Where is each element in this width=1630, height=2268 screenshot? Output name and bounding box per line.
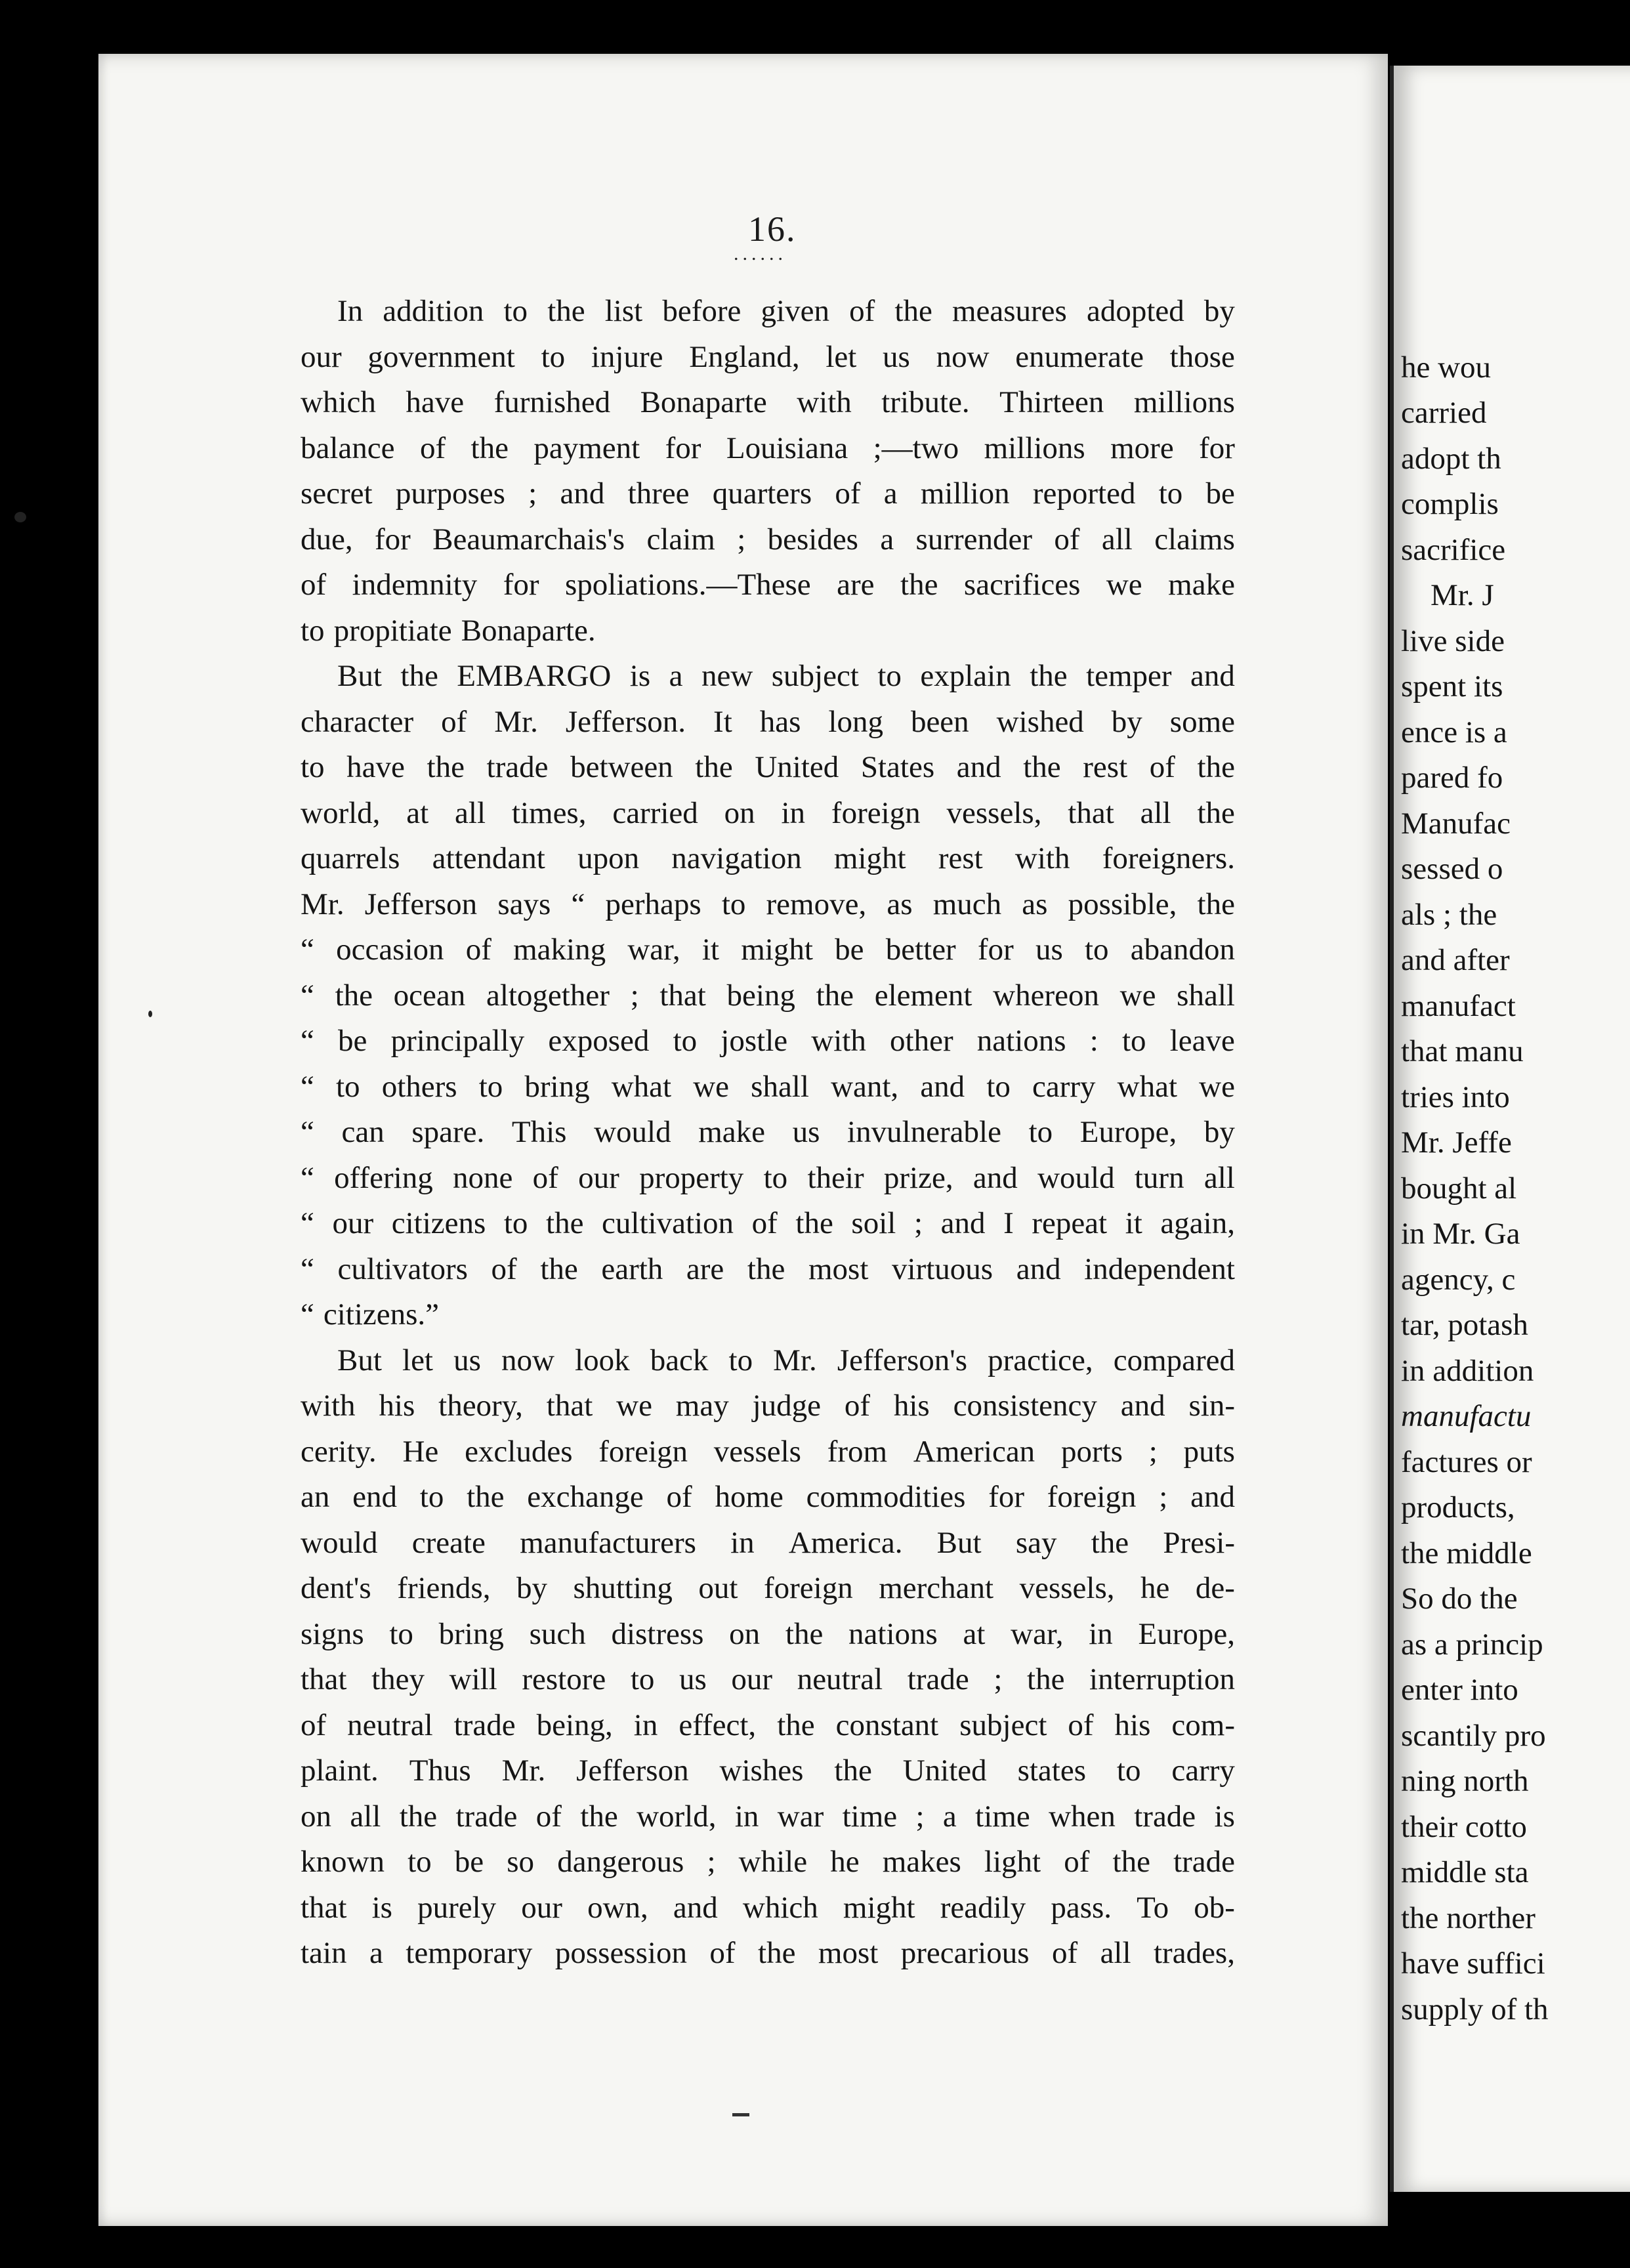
text-line: to have the trade between the United States and the rest of the — [301, 750, 1235, 784]
right-text-line: sacrifice — [1401, 533, 1506, 567]
right-text-line: carried — [1401, 396, 1487, 430]
right-text-line: manufact — [1401, 989, 1516, 1023]
right-text-line: tar, potash — [1401, 1308, 1528, 1342]
right-text-line: the norther — [1401, 1901, 1536, 1935]
right-text-line: sessed o — [1401, 852, 1503, 886]
right-text-line: scantily pro — [1401, 1719, 1546, 1753]
text-line: “ to others to bring what we shall want, and to carry what we — [301, 1069, 1235, 1104]
right-text-line: live side — [1401, 624, 1505, 658]
text-line: dent's friends, by shutting out foreign merchant vessels, he de- — [301, 1571, 1235, 1605]
right-text-line: bought al — [1401, 1171, 1517, 1206]
text-line: But the EMBARGO is a new subject to explain the temper and — [337, 659, 1235, 693]
text-line: balance of the payment for Louisiana ;—two millions more for — [301, 430, 1235, 465]
right-text-line: agency, c — [1401, 1263, 1516, 1297]
text-line: Mr. Jefferson says “ perhaps to remove, as much as possible, the — [301, 887, 1235, 921]
text-line: which have furnished Bonaparte with tribute. Thirteen millions — [301, 385, 1235, 419]
left-page-text — [301, 289, 1235, 1977]
bottom-mark — [732, 2113, 749, 2116]
right-text-line: their cotto — [1401, 1810, 1527, 1844]
text-line: “ the ocean altogether ; that being the element whereon we shall — [301, 978, 1235, 1013]
right-text-line: ence is a — [1401, 715, 1507, 749]
right-text-line: products, — [1401, 1490, 1515, 1524]
text-line: signs to bring such distress on the nations at war, in Europe, — [301, 1616, 1235, 1651]
text-line: that they will restore to us our neutral trade ; the interruption — [301, 1662, 1235, 1696]
right-text-line: and after — [1401, 943, 1510, 977]
text-line: tain a temporary possession of the most precarious of all trades, — [301, 1936, 1235, 1970]
scan-speck — [148, 1011, 152, 1017]
right-text-line: in addition — [1401, 1354, 1534, 1388]
text-line: quarrels attendant upon navigation might rest with foreigners. — [301, 841, 1235, 875]
text-line: character of Mr. Jefferson. It has long been wished by some — [301, 704, 1235, 739]
text-line: our government to injure England, let us now enumerate those — [301, 339, 1235, 374]
page-number-ornament: ...... — [734, 243, 787, 264]
text-line: of indemnity for spoliations.—These are the sacrifices we make — [301, 568, 1235, 602]
scan-speck — [14, 512, 26, 522]
right-text-line: in Mr. Ga — [1401, 1217, 1520, 1251]
text-line: with his theory, that we may judge of his consistency and sin- — [301, 1389, 1235, 1423]
right-text-line: factures or — [1401, 1445, 1532, 1479]
right-text-line: complis — [1401, 487, 1499, 521]
text-line: “ cultivators of the earth are the most virtuous and independent — [301, 1251, 1235, 1286]
text-line: “ our citizens to the cultivation of the soil ; and I repeat it again, — [301, 1206, 1235, 1240]
text-line: that is purely our own, and which might readily pass. To ob- — [301, 1890, 1235, 1925]
right-text-line: pared fo — [1401, 761, 1503, 795]
right-text-line: he wou — [1401, 350, 1492, 385]
right-text-line: Mr. J — [1431, 578, 1494, 612]
right-text-line: the middle — [1401, 1536, 1532, 1570]
text-line: cerity. He excludes foreign vessels from American ports ; puts — [301, 1434, 1235, 1469]
text-line: “ can spare. This would make us invulnerable to Europe, by — [301, 1115, 1235, 1149]
text-line: of neutral trade being, in effect, the constant subject of his com- — [301, 1708, 1235, 1742]
right-text-line: als ; the — [1401, 898, 1497, 932]
text-line: secret purposes ; and three quarters of a million reported to be — [301, 476, 1235, 511]
text-line: due, for Beaumarchais's claim ; besides a surrender of all claims — [301, 522, 1235, 556]
right-text-line: that manu — [1401, 1034, 1524, 1068]
right-text-line: Manufac — [1401, 807, 1511, 841]
text-line: on all the trade of the world, in war time ; a time when trade is — [301, 1799, 1235, 1834]
page-number: 16. — [748, 209, 797, 249]
right-text-line: adopt th — [1401, 442, 1501, 476]
right-text-line: Mr. Jeffe — [1401, 1125, 1512, 1160]
text-line: “ offering none of our property to their prize, and would turn all — [301, 1160, 1235, 1195]
text-line: In addition to the list before given of the measures adopted by — [337, 294, 1235, 328]
right-text-line: tries into — [1401, 1080, 1510, 1114]
right-text-line: have suffici — [1401, 1946, 1545, 1981]
right-text-line: ning north — [1401, 1764, 1529, 1798]
text-line: “ be principally exposed to jostle with other nations : to leave — [301, 1024, 1235, 1058]
right-text-line: enter into — [1401, 1673, 1518, 1707]
text-line: would create manufacturers in America. But say the Presi- — [301, 1525, 1235, 1560]
text-line: world, at all times, carried on in foreign vessels, that all the — [301, 795, 1235, 830]
text-line: But let us now look back to Mr. Jefferson's practice, compared — [337, 1343, 1235, 1377]
right-text-line: So do the — [1401, 1582, 1518, 1616]
right-text-line: as a princip — [1401, 1628, 1543, 1662]
text-line: known to be so dangerous ; while he makes light of the trade — [301, 1845, 1235, 1879]
text-line: to propitiate Bonaparte. — [301, 613, 596, 648]
right-text-line: manufactu — [1401, 1399, 1532, 1433]
right-text-line: spent its — [1401, 669, 1503, 704]
text-line: “ citizens.” — [301, 1297, 440, 1332]
text-line: an end to the exchange of home commodities for foreign ; and — [301, 1480, 1235, 1514]
right-text-line: supply of th — [1401, 1992, 1549, 2026]
text-line: plaint. Thus Mr. Jefferson wishes the United states to carry — [301, 1754, 1235, 1788]
text-line: “ occasion of making war, it might be better for us to abandon — [301, 933, 1235, 967]
right-text-line: middle sta — [1401, 1855, 1529, 1889]
